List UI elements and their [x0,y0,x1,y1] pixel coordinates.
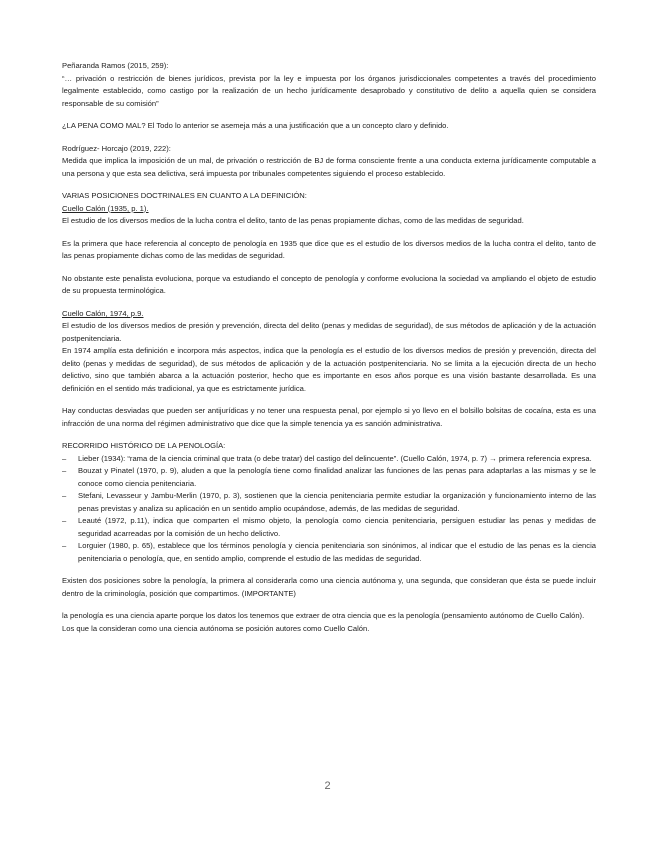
dash-bullet: – [62,491,67,500]
dash-bullet: – [62,466,67,475]
paragraph: la penología es una ciencia aparte porque los datos los tenemos que extraer de otra ciencia que es la penología (pensamiento autónomo de Cuello Calón). [62,611,585,620]
paragraph: Cuello Calón, 1974, p.9. [62,308,144,318]
page-number: 2 [324,780,331,792]
list-item [62,453,596,466]
list-item-text: Leauté (1972, p.11), indica que comparten el mismo objeto, la penología como ciencia penitenciaria, persiguen estudiar las penas y medidas de seguridad acarreadas por la comisión de un hecho delictivo. [78,516,596,538]
paragraph: Peñaranda Ramos (2015, 259): [62,61,169,70]
list-item-text: Stefani, Levasseur y Jambu-Merlin (1970, p. 3), sostienen que la ciencia penitenciaria permite estudiar la organización y funcionamiento interno de las penas previstas y analiza su aplicación en un sentido amplio ocupándose, además, de las medidas de seguridad. [78,491,596,513]
list-item-text: Lieber (1934): “rama de la ciencia criminal que trata (o debe tratar) del castigo del delincuente”. (Cuello Calón, 1974, p. 7) → primera referencia expresa. [78,453,592,463]
paragraph-spacer [62,395,596,405]
paragraph-spacer [62,298,596,308]
paragraph-spacer [62,430,596,440]
paragraph: En 1974 amplía esta definición e incorpora más aspectos, indica que la penología es el estudio de los diversos medios de presión y prevención, directa del delito (penas y medidas de seguridad), de sus métodos de aplicación y de la actuación postpenitenciaria. No se limita a la ejecución directa de un hecho delictivo, sino que también abarca a la actuación posterior, hecho que es importante en esos años porque es una visión bastante desarrollada. Es una definición en el sentido más tradicional, ya que es estrictamente jurídica. [62,346,596,393]
paragraph: El estudio de los diversos medios de la lucha contra el delito, tanto de las penas propiamente dichas, como de las medidas de seguridad. [62,216,524,225]
paragraph: ¿LA PENA COMO MAL? El Todo lo anterior se asemeja más a una justificación que a un concepto claro y definido. [62,121,449,130]
list-item-text: Bouzat y Pinatel (1970, p. 9), aluden a que la penología tiene como finalidad analizar las funciones de las penas para adaptarlas a las mismas y se le conoce como ciencia penitenciaria. [78,466,596,488]
paragraph-spacer [62,228,596,238]
paragraph: “… privación o restricción de bienes jurídicos, prevista por la ley e impuesta por los órganos jurisdiccionales competentes a través del procedimiento legalmente establecido, como castigo por la realización de un hecho jurídicamente desaprobado y constitutivo de delito a aquella quien se considera responsable de su comisión” [62,73,596,108]
paragraph: Rodríguez- Horcajo (2019, 222): [62,143,171,153]
dash-bullet: – [62,516,67,525]
paragraph-spacer [62,600,596,610]
list-item [62,540,596,565]
paragraph-spacer [62,110,596,120]
historical-list [62,453,596,566]
list-item [62,515,596,540]
paragraph: Medida que implica la imposición de un mal, de privación o restricción de BJ de forma consciente frente a una conducta externa jurídicamente computable a una persona y que esta sea delictiva, será impuesta por tribunales competentes siguiendo el proceso establecido. [62,156,596,178]
paragraph: Hay conductas desviadas que pueden ser antijurídicas y no tener una respuesta penal, por ejemplo si yo llevo en el bolsillo bolsitas de cocaína, esta es una infracción de una norma del régimen administrativo que dice que la simple tenencia ya es sanción administrativa. [62,406,596,428]
paragraph-spacer [62,263,596,273]
paragraph-spacer [62,133,596,143]
paragraph: Es la primera que hace referencia al concepto de penología en 1935 que dice que es el estudio de los diversos medios de la lucha contra el delito, tanto de las penas propiamente dichas como de las medidas de seguridad. [62,238,596,260]
list-item [62,490,596,515]
paragraph-spacer [62,565,596,575]
paragraph: No obstante este penalista evoluciona, porque va estudiando el concepto de penología y conforme evoluciona la sociedad va ampliando el objeto de estudio de su propuesta terminológica. [62,273,596,295]
dash-bullet: – [62,541,67,550]
paragraph: Los que la consideran como una ciencia autónoma se posición autores como Cuello Calón. [62,623,370,633]
paragraph-spacer [62,180,596,190]
paragraph: Cuello Calón (1935, p. 1). [62,203,149,213]
paragraph: RECORRIDO HISTÓRICO DE LA PENOLOGÍA: [62,441,226,450]
document-body [62,60,596,635]
list-item-text: Lorguier (1980, p. 65), establece que los términos penología y ciencia penitenciaria son sinónimos, al indicar que el estudio de las penas es la ciencia penitenciaria o penología, que, en sentido amplio, comprende el estudio de las medidas de seguridad. [78,541,596,563]
list-item [62,465,596,490]
paragraph: VARIAS POSICIONES DOCTRINALES EN CUANTO A LA DEFINICIÓN: [62,191,307,200]
paragraph: El estudio de los diversos medios de presión y prevención, directa del delito (penas y medidas de seguridad), de sus métodos de aplicación y de la actuación postpenitenciaria. [62,321,596,343]
paragraph: Existen dos posiciones sobre la penología, la primera al considerarla como una ciencia autónoma y, una segunda, que consideran que ésta se puede incluir dentro de la criminología, posición que compartimos. (IMPORTANTE) [62,576,596,598]
dash-bullet: – [62,453,67,463]
